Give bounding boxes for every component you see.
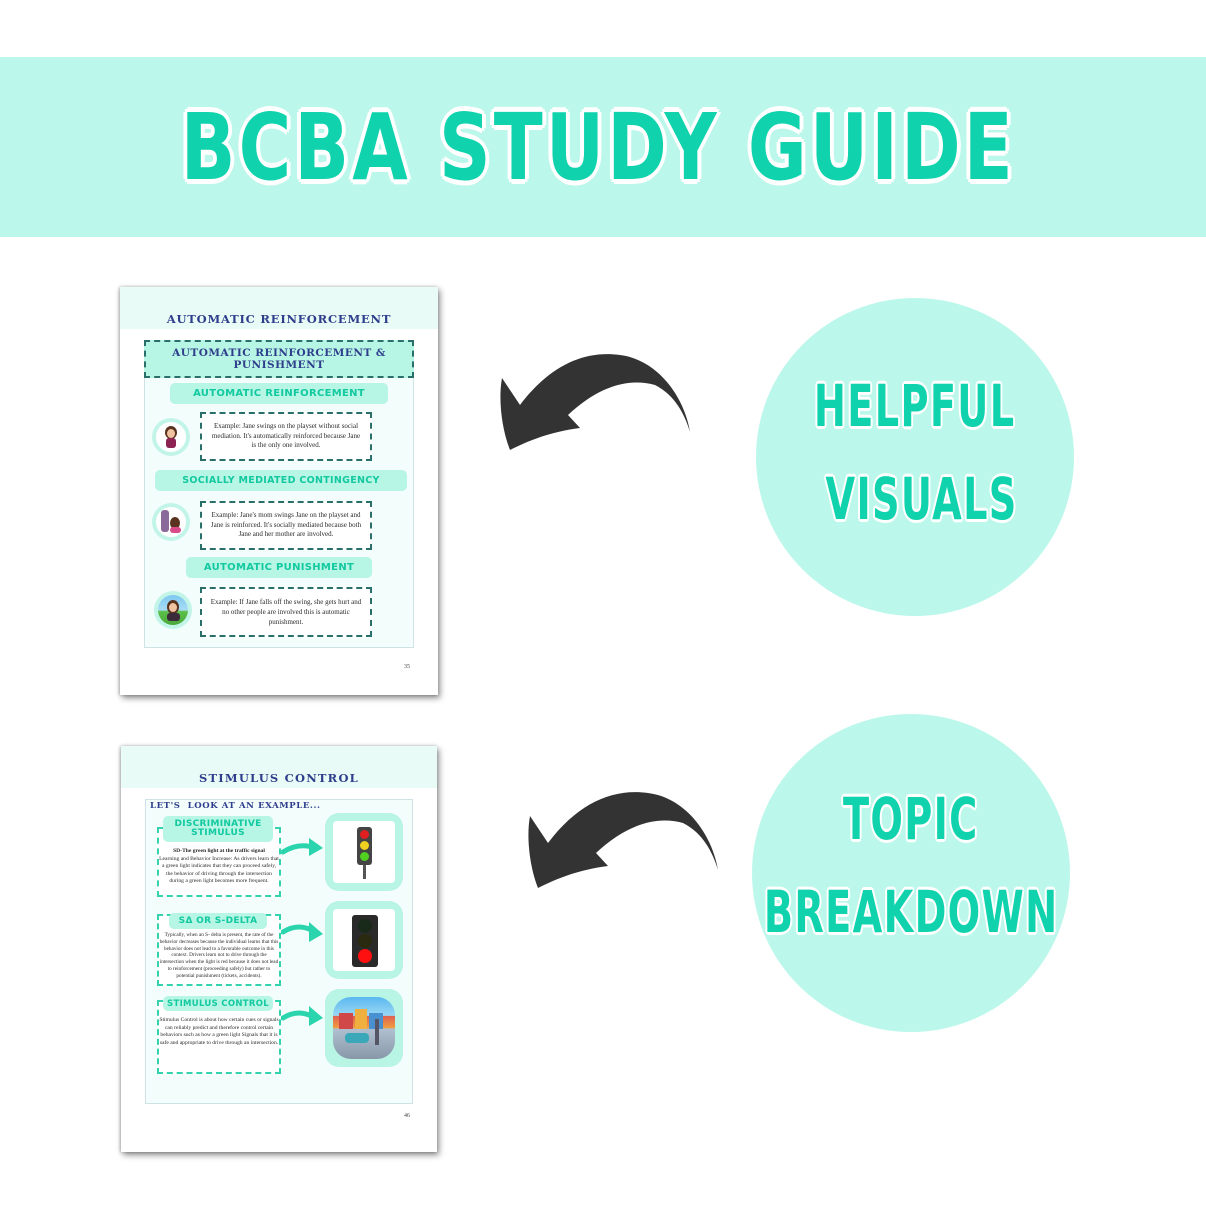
banner-title: BCBA STUDY GUIDE [180,93,1016,201]
helpful-visuals-badge [756,298,1074,616]
example-box [200,501,372,550]
teal-arrow-icon [281,832,327,862]
heading-socially-mediated-contingency [155,470,407,491]
heading-s-delta [169,913,267,929]
heading-discriminative-stimulus [163,816,273,842]
callout-line2: BREAKDOWN [763,878,1059,946]
heading-text: AUTOMATIC PUNISHMENT [203,562,355,573]
heading-automatic-punishment [186,557,372,578]
teal-arrow-icon [281,1002,327,1032]
topic-breakdown-badge [752,714,1070,1032]
heading-text: AUTOMATIC REINFORCEMENT [193,388,365,399]
subheading: SD-The green light at the traffic signal [173,848,265,854]
page-title: AUTOMATIC REINFORCEMENT [166,312,392,326]
heading-automatic-reinforcement [170,383,388,404]
page-preview-automatic-reinforcement [120,287,438,695]
traffic-light-all-image [325,813,403,891]
example-box [200,587,372,637]
heading-stimulus-control [163,996,273,1011]
page-number: 35 [404,664,410,670]
page-header [120,287,438,329]
callout-line1: HELPFUL [814,372,1016,441]
page-title: STIMULUS CONTROL [199,771,359,785]
example-text: Example: Jane's mom swings Jane on the playset and Jane is reinforced. It's socially mediated because both Jane and her mother are involved. [210,510,362,539]
section-title-box [144,340,414,378]
s-delta-text: Typically, when an S- delta is present, the rate of the behavior decreases because the individual learns that this behavior does not lead to a favorable outcome in this context. Drivers learn not to drive through the intersection when the light is red because it does not lead to reinforcement (proceeding safely) but rather to potential punishment (tickets, accidents). [159,932,279,979]
page-header [121,746,437,788]
stimulus-control-text: Stimulus Control is about how certain cues or signals can reliably predict and therefore control certain behaviors such as how a green light Signals that it is safe and appropriate to drive through an intersection. [159,1017,279,1046]
callout-line1: TOPIC [843,785,979,854]
callout-line2: VISUALS [825,465,1019,533]
section-title-line2: PUNISHMENT [233,359,325,371]
girl-fallen-image [154,591,192,629]
example-box [200,412,372,461]
heading-text: STIMULUS CONTROL [167,998,269,1009]
curved-arrow-icon [518,778,728,898]
section-title-line1: AUTOMATIC REINFORCEMENT & [172,347,386,359]
teal-arrow-icon [281,918,327,948]
body-text: Learning and Behavior Increase: As drivers learn that a green light indicates that they can proceed safely, the behavior of driving through the intersection during a green light becomes more frequent. [159,855,279,885]
girl-on-swing-image [152,418,190,456]
discriminative-stimulus-text [159,848,279,886]
heading-line1: DISCRIMINATIVE [174,818,262,829]
page-preview-stimulus-control [121,746,437,1152]
intro-text: LET'S LOOK AT AN EXAMPLE... [150,801,321,811]
example-text: Example: If Jane falls off the swing, she gets hurt and no other people are involved this is automatic punishment. [210,597,362,627]
curved-arrow-icon [490,340,700,460]
heading-text: SOCIALLY MEDIATED CONTINGENCY [182,475,380,486]
mom-swinging-girl-image [152,503,190,541]
heading-text: SΔ OR S-DELTA [178,916,258,926]
traffic-light-red-image [325,901,403,979]
city-intersection-image [325,989,403,1067]
title-banner [0,57,1206,237]
heading-line2: STIMULUS [191,828,245,838]
example-text: Example: Jane swings on the playset without social mediation. It's automatically reinforced because Jane is the only one involved. [211,421,361,450]
page-number: 46 [404,1113,410,1119]
